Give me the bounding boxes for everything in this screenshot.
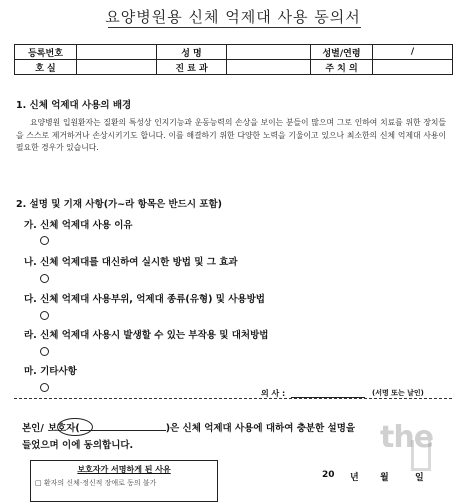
watermark-logo-icon	[411, 440, 431, 471]
consent-name-field[interactable]	[80, 430, 166, 431]
consent-statement: )은 신체 억제대 사용에 대하여 충분한 설명을	[165, 423, 356, 434]
item-side-effects: 라. 신체 억제대 사용시 발생할 수 있는 부작용 및 대처방법	[24, 330, 269, 341]
sex-age-field[interactable]: /	[373, 45, 453, 60]
bullet-circle-icon	[40, 274, 49, 283]
item-usage: 다. 신체 억제대 사용부위, 억제대 종류(유형) 및 사용방법	[24, 294, 265, 305]
name-label: 성 명	[157, 45, 227, 60]
item-other: 마. 기타사항	[24, 366, 77, 377]
section-divider	[14, 398, 452, 399]
room-field[interactable]	[77, 60, 157, 75]
patient-info-table	[14, 44, 453, 75]
name-field[interactable]	[227, 45, 311, 60]
consent-paren-open: (	[75, 423, 80, 434]
info-row-1	[15, 45, 453, 60]
attending-doctor-field[interactable]	[373, 60, 453, 75]
consent-self-label: 본인/	[22, 423, 44, 434]
date-year-prefix: 20	[322, 470, 335, 480]
date-day-label: 일	[415, 473, 424, 483]
reg-number-label: 등록번호	[15, 45, 77, 60]
attending-doctor-label: 주 치 의	[311, 60, 373, 75]
room-label: 호 실	[15, 60, 77, 75]
section-2-heading: 2. 설명 및 기재 사항(가~라 항목은 반드시 포함)	[16, 199, 223, 210]
section-1-body: 요양병원 입원환자는 질환의 특성상 인지기능과 운동능력의 손상을 보이는 분들이 많으며 그로 인하여 치료를 위한 장치들을 스스로 제거하거나 손상시키기도 합니다. 이를 해결하기 위한 다양한 노력을 기울이고 있으나 최소한의 신체 억제대 사용이 필요한 경우가 있습니다.	[16, 118, 446, 152]
reg-number-field[interactable]	[77, 45, 157, 60]
item-alternative: 나. 신체 억제대를 대신하여 실시한 방법 및 그 효과	[24, 257, 238, 268]
guardian-reason-box	[30, 460, 218, 502]
department-label: 진 료 과	[157, 60, 227, 75]
bullet-circle-icon	[40, 236, 49, 245]
consent-line-2: 들었으며 이에 동의합니다.	[22, 440, 134, 451]
doctor-signature-label: 의 사 :	[261, 389, 286, 398]
guardian-circle-mark	[57, 418, 93, 436]
bullet-circle-icon	[40, 383, 49, 392]
guardian-reason-title: 보호자가 서명하게 된 사유	[77, 465, 171, 474]
bullet-circle-icon	[40, 347, 49, 356]
section-1-heading: 1. 신체 억제대 사용의 배경	[16, 100, 132, 111]
date-year-label: 년	[350, 473, 359, 483]
info-row-2	[15, 60, 453, 75]
sex-age-label: 성별/연령	[311, 45, 373, 60]
date-month-label: 월	[380, 473, 389, 483]
bullet-circle-icon	[40, 311, 49, 320]
document-title: 요양병원용 신체 억제대 사용 동의서	[105, 8, 361, 26]
item-reason: 가. 신체 억제대 사용 이유	[24, 220, 133, 231]
doctor-signature-note: (서명 또는 날인)	[372, 389, 424, 397]
watermark-text: the	[380, 420, 434, 455]
guardian-reason-option[interactable]: □ 환자의 신체·정신적 장애로 동의 불가	[35, 479, 157, 487]
title-underline	[108, 27, 361, 28]
department-field[interactable]	[227, 60, 311, 75]
consent-guardian-label: 보호자	[47, 423, 76, 434]
